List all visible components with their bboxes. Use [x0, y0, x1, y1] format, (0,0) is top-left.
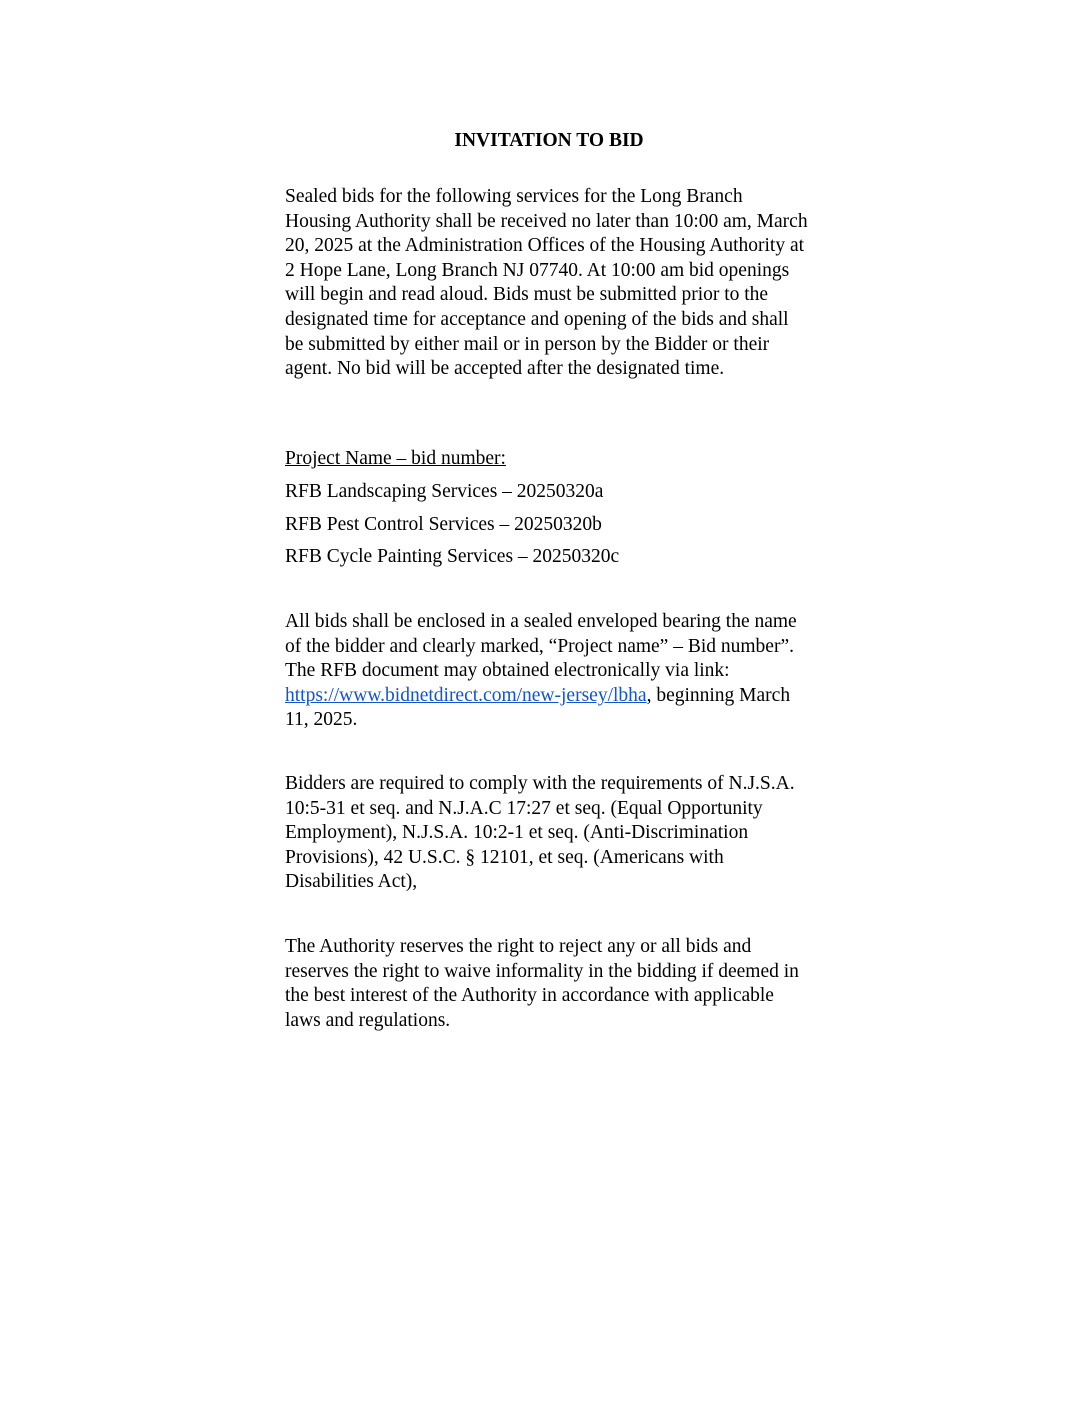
intro-paragraph: Sealed bids for the following services for the Long Branch Housing Authority shall be received no later than 10:00 am, March 20, 2025 at the Administration Offices of the Housing Authority at 2 Hope Lane, Long Branch NJ 07740. At 10:00 am bid openings will begin and read aloud. Bids must be submitted prior to the designated time for acceptance and opening of the bids and shall be submitted by either mail or in person by the Bidder or their agent. No bid will be accepted after the designated time.: [285, 186, 808, 380]
compliance-paragraph: Bidders are required to comply with the requirements of N.J.S.A. 10:5-31 et seq. and N.J.A.C 17:27 et seq. (Equal Opportunity Employment), N.J.S.A. 10:2-1 et seq. (Anti-Discrimination Provisions), 42 U.S.C. § 12101, et seq. (Americans with Disabilities Act),: [285, 773, 795, 893]
project-item: RFB Pest Control Services – 20250320b: [285, 513, 602, 535]
bidnet-link[interactable]: https://www.bidnetdirect.com/new-jersey/lbha: [285, 684, 647, 706]
project-list: [285, 480, 810, 578]
reservation-paragraph: The Authority reserves the right to reject any or all bids and reserves the right to waive informality in the bidding if deemed in the best interest of the Authority in accordance with applicable laws and regulations.: [285, 936, 799, 1031]
document-title: INVITATION TO BID: [454, 130, 644, 151]
project-item: RFB Cycle Painting Services – 20250320c: [285, 546, 620, 567]
envelope-paragraph: [285, 610, 810, 733]
projects-heading-text: Project Name – bid number:: [285, 448, 506, 469]
projects-heading: [285, 447, 810, 472]
project-item: RFB Landscaping Services – 20250320a: [285, 481, 604, 502]
envelope-text-before: All bids shall be enclosed in a sealed enveloped bearing the name of the bidder and clearly marked, “Project name” – Bid number”. The RFB document may obtained electronically via link:: [285, 611, 797, 682]
envelope-text-after: , beginning March 11, 2025.: [285, 684, 791, 731]
